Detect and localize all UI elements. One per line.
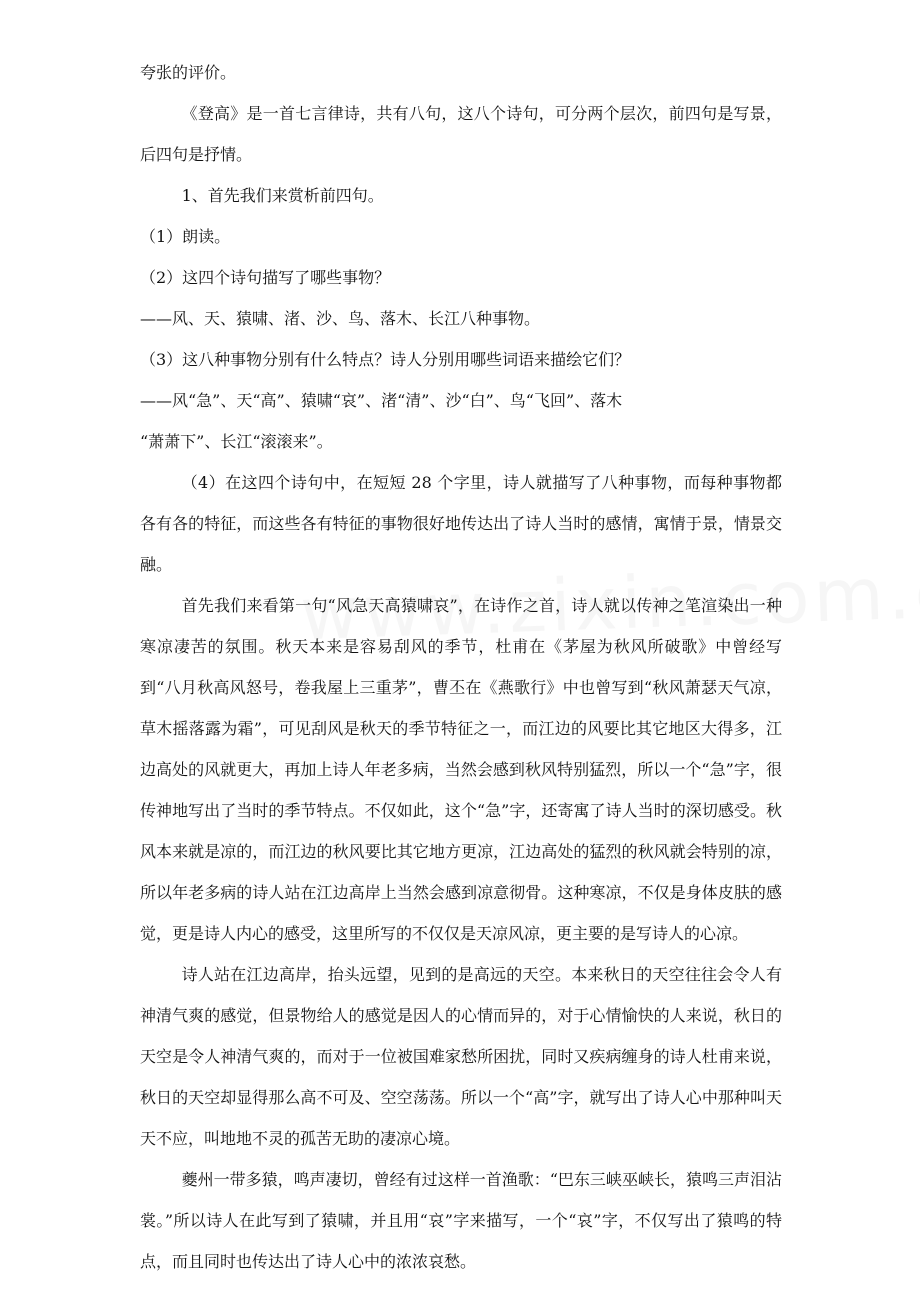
question-3: （3）这八种事物分别有什么特点？诗人分别用哪些词语来描绘它们？ <box>140 350 631 369</box>
section-heading: 1、首先我们来赏析前四句。 <box>181 186 384 205</box>
answer-2: ——风、天、猿啸、渚、沙、鸟、落木、长江八种事物。 <box>140 309 541 328</box>
question-2: （2）这四个诗句描写了哪些事物？ <box>140 268 391 287</box>
paragraph-first-line-analysis: 首先我们来看第一句“风急天高猿啸哀”，在诗作之首，诗人就以传神之笔渲染出一种寒凉凄苦的氛围。秋天本来是容易刮风的季节，杜甫在《茅屋为秋风所破歌》中曾经写到“八月秋高风怒号，卷我屋上三重茅”，曹丕在《燕歌行》中也曾写到“秋风萧瑟天气凉，草木摇落露为霜”，可见刮风是秋天的季节特征之一，而江边的风要比其它地区大得多，江边高处的风就更大，再加上诗人年老多病，当然会感到秋风特别猛烈，所以一个“急”字，很传神地写出了当时的季节特点。不仅如此，这个“急”字，还寄寓了诗人当时的深切感受。秋风本来就是凉的，而江边的秋风要比其它地方更凉，江边高处的猛烈的秋风就会特别的凉，所以年老多病的诗人站在江边高岸上当然会感到凉意彻骨。这种寒凉，不仅是身体皮肤的感觉，更是诗人内心的感受，这里所写的不仅仅是天凉风凉，更主要的是写诗人的心凉。 <box>140 596 782 943</box>
step-read: （1）朗读。 <box>140 227 231 246</box>
paragraph-continued: 夸张的评价。 <box>140 63 237 82</box>
paragraph-intro: 《登高》是一首七言律诗，共有八句，这八个诗句，可分两个层次，前四句是写景，后四句是抒情。 <box>140 104 782 164</box>
paragraph-sky-analysis: 诗人站在江边高岸，抬头远望，见到的是高远的天空。本来秋日的天空往往会令人有神清气爽的感觉，但景物给人的感觉是因人的心情而异的，对于心情愉快的人来说，秋日的天空是令人神清气爽的，而对于一位被国难家愁所困扰，同时又疾病缠身的诗人杜甫来说，秋日的天空却显得那么高不可及、空空荡荡。所以一个“高”字，就写出了诗人心中那种叫天天不应，叫地地不灵的孤苦无助的凄凉心境。 <box>140 965 782 1148</box>
document-body <box>140 52 782 1282</box>
point-4: （4）在这四个诗句中，在短短 28 个字里，诗人就描写了八种事物，而每种事物都各有各的特征，而这些各有特征的事物很好地传达出了诗人当时的感情，寓情于景，情景交融。 <box>140 473 782 574</box>
answer-3-line1: ——风“急”、天“高”、猿啸“哀”、渚“清”、沙“白”、鸟“飞回”、落木 <box>140 391 623 410</box>
paragraph-ape-analysis: 夔州一带多猿，鸣声凄切，曾经有过这样一首渔歌：“巴东三峡巫峡长，猿鸣三声泪沾裳。”所以诗人在此写到了猿啸，并且用“哀”字来描写，一个“哀”字，不仅写出了猿鸣的特点，而且同时也传达出了诗人心中的浓浓哀愁。 <box>140 1170 782 1271</box>
answer-3-line2: “萧萧下”、长江“滚滚来”。 <box>140 432 333 451</box>
